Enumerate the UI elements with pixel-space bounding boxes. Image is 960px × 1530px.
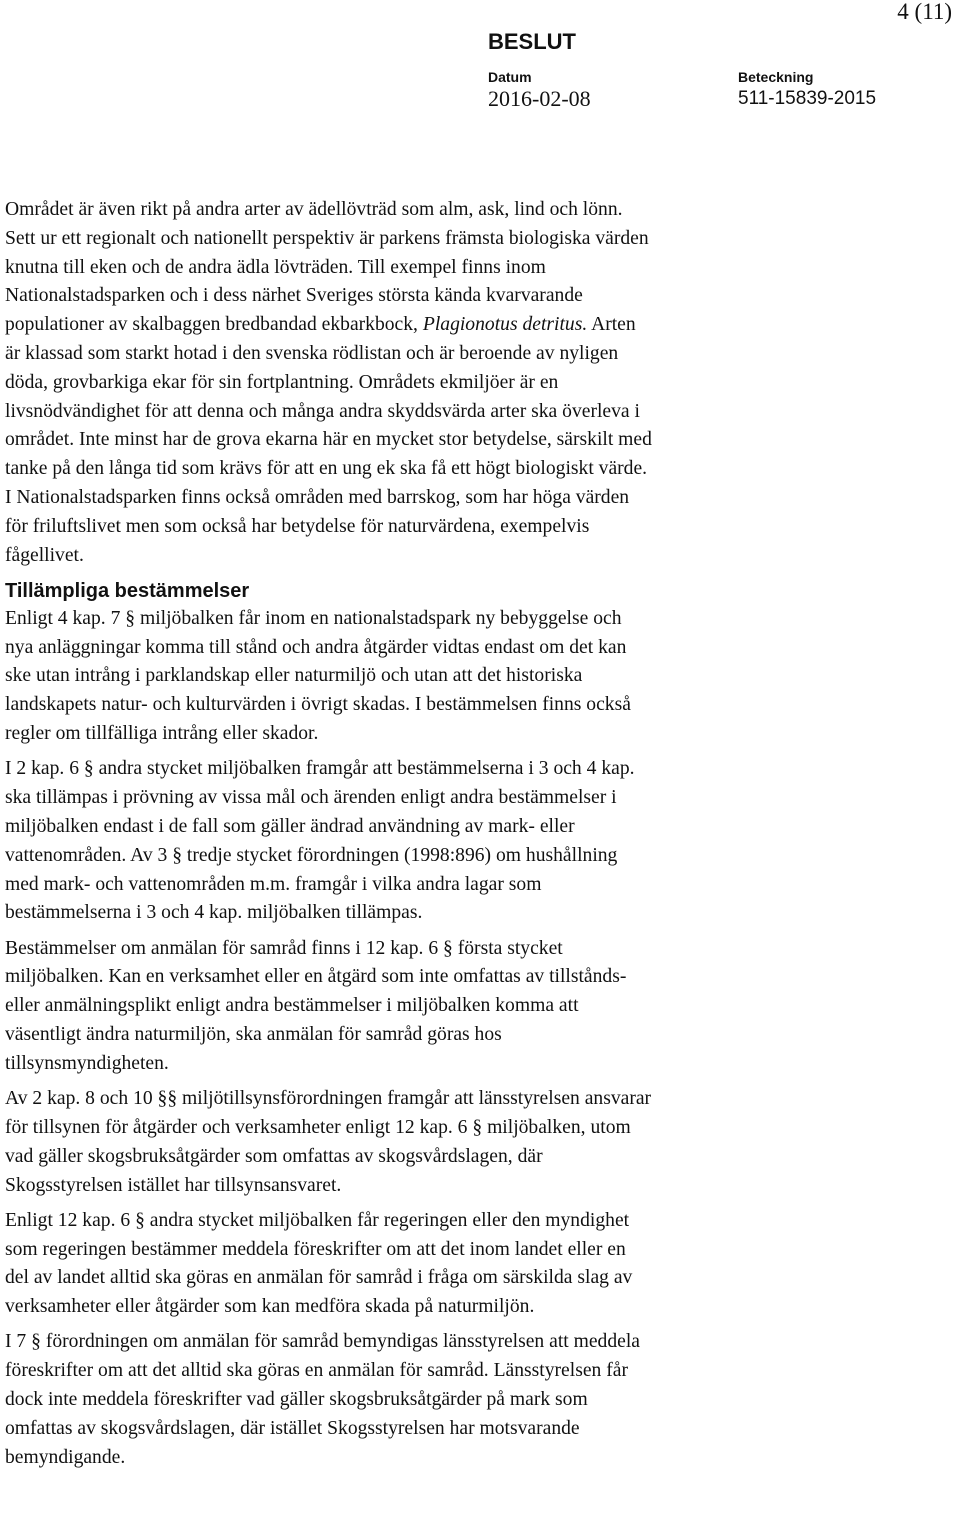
text-line: ska tillämpas i prövning av vissa mål och ärenden enligt andra bestämmelser i xyxy=(5,787,617,809)
text-line: I Nationalstadsparken finns också områden med barrskog, som har höga värden xyxy=(5,486,630,508)
text-line: Enligt 4 kap. 7 § miljöbalken får inom en nationalstadspark ny bebyggelse och xyxy=(5,607,622,629)
date-value: 2016-02-08 xyxy=(488,86,591,111)
paragraph-consultation-notice xyxy=(5,935,950,1079)
text-segment: Arten xyxy=(587,314,636,336)
text-line: för friluftslivet men som också har betydelse för naturvärdena, exempelvis xyxy=(5,515,590,537)
text-line: nya anläggningar komma till stånd och andra åtgärder vidtas endast om det kan xyxy=(5,636,627,658)
text-line: dock inte meddela föreskrifter vad gäller skogsbruksåtgärder på mark som xyxy=(5,1389,588,1411)
section-heading: Tillämpliga bestämmelser xyxy=(5,579,250,602)
text-line: området. Inte minst har de grova ekarna här en mycket stor betydelse, särskilt med xyxy=(5,429,652,451)
text-line: bestämmelserna i 3 och 4 kap. miljöbalken tillämpas. xyxy=(5,902,423,924)
text-line: knutna till eken och de andra ädla lövträden. Till exempel finns inom xyxy=(5,256,546,278)
text-line: eller anmälningsplikt enligt andra bestämmelser i miljöbalken komma att xyxy=(5,995,579,1017)
text-line: I 7 § förordningen om anmälan för samråd bemyndigas länsstyrelsen att meddela xyxy=(5,1331,640,1353)
text-line: vad gäller skogsbruksåtgärder som omfattas av skogsvårdslagen, där xyxy=(5,1145,543,1167)
text-line: för tillsynen för åtgärder och verksamheter enligt 12 kap. 6 § miljöbalken, utom xyxy=(5,1116,631,1138)
text-line: Området är även rikt på andra arter av ädellövträd som alm, ask, lind och lönn. xyxy=(5,199,623,220)
text-line: landskapets natur- och kulturvärden i övrigt skadas. I bestämmelsen finns också xyxy=(5,694,631,716)
paragraph-national-park-rules xyxy=(5,605,950,749)
text-line: livsnödvändighet för att denna och många andra skyddsvärda arter ska överleva i xyxy=(5,400,640,422)
text-line: ske utan intrång i parklandskap eller naturmiljö och utan att det historiska xyxy=(5,665,583,687)
text-line: tillsynsmyndigheten. xyxy=(5,1052,169,1074)
text-line: väsentligt ändra naturmiljön, ska anmälan för samråd göras hos xyxy=(5,1024,502,1046)
date-label: Datum xyxy=(488,69,532,85)
text-line: miljöbalken. Kan en verksamhet eller en åtgärd som inte omfattas av tillstånds- xyxy=(5,966,627,988)
paragraph-authorization xyxy=(5,1328,950,1472)
text-line: verksamheter eller åtgärder som kan medföra skada på naturmiljön. xyxy=(5,1296,535,1318)
text-line: Enligt 12 kap. 6 § andra stycket miljöbalken får regeringen eller den myndighet xyxy=(5,1209,630,1231)
paragraph-supervision xyxy=(5,1085,950,1200)
text-line: vattenområden. Av 3 § tredje stycket förordningen (1998:896) om hushållning xyxy=(5,844,618,866)
text-line: del av landet alltid ska göras en anmälan för samråd i fråga om särskilda slag av xyxy=(5,1267,633,1289)
reference-label: Beteckning xyxy=(738,69,814,85)
text-line: Sett ur ett regionalt och nationellt perspektiv är parkens främsta biologiska värden xyxy=(5,227,649,249)
text-line: som regeringen bestämmer meddela föreskrifter om att det inom landet eller en xyxy=(5,1238,626,1260)
page-number: 4 (11) xyxy=(897,0,952,24)
reference-value: 511-15839-2015 xyxy=(738,88,877,109)
text-line: Skogsstyrelsen istället har tillsynsansvaret. xyxy=(5,1174,342,1196)
paragraph-area-description xyxy=(5,196,950,570)
document-type: BESLUT xyxy=(488,29,576,54)
paragraph-regulations xyxy=(5,1207,950,1322)
paragraph-application-rules xyxy=(5,755,950,928)
text-line: Av 2 kap. 8 och 10 §§ miljötillsynsförordningen framgår att länsstyrelsen ansvarar xyxy=(5,1088,652,1110)
text-line: med mark- och vattenområden m.m. framgår i vilka andra lagar som xyxy=(5,873,542,895)
text-line: Nationalstadsparken och i dess närhet Sveriges största kända kvarvarande xyxy=(5,285,583,307)
species-name: Plagionotus detritus. xyxy=(422,314,588,336)
text-line: miljöbalken endast i de fall som gäller ändrad användning av mark- eller xyxy=(5,815,575,837)
text-line xyxy=(5,311,950,340)
text-line: fågellivet. xyxy=(5,544,84,566)
text-line: regler om tillfälliga intrång eller skador. xyxy=(5,723,319,745)
text-line: är klassad som starkt hotad i den svenska rödlistan och är beroende av nyligen xyxy=(5,342,619,364)
text-line: bemyndigande. xyxy=(5,1446,126,1468)
text-line: Bestämmelser om anmälan för samråd finns i 12 kap. 6 § första stycket xyxy=(5,937,563,959)
text-line: tanke på den långa tid som krävs för att en ung ek ska få ett högt biologiskt värde. xyxy=(5,458,648,480)
text-line: föreskrifter om att det alltid ska göras en anmälan för samråd. Länsstyrelsen får xyxy=(5,1360,628,1382)
text-segment: populationer av skalbaggen bredbandad ekbarkbock, xyxy=(5,314,423,336)
document-body xyxy=(5,196,950,1479)
text-line: omfattas av skogsvårdslagen, där istället Skogsstyrelsen har motsvarande xyxy=(5,1417,580,1439)
text-line: döda, grovbarkiga ekar för sin fortplantning. Områdets ekmiljöer är en xyxy=(5,371,559,393)
text-line: I 2 kap. 6 § andra stycket miljöbalken framgår att bestämmelserna i 3 och 4 kap. xyxy=(5,758,635,780)
